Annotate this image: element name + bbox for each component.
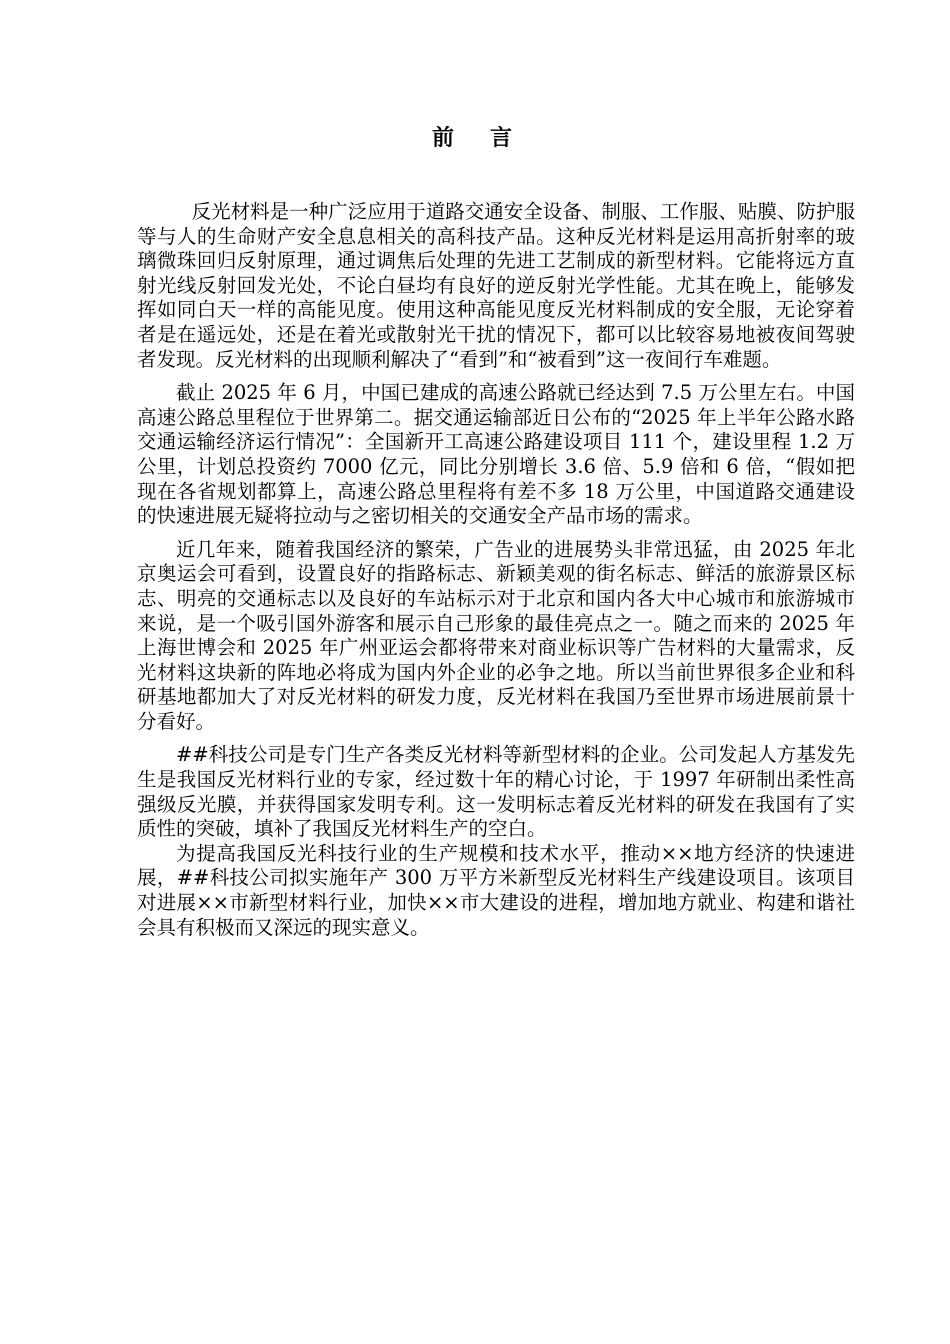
paragraph-advertising: 近几年来，随着我国经济的繁荣，广告业的进展势头非常迅猛，由 2025 年北京奥运会可看到，设置良好的指路标志、新颖美观的街名标志、鲜活的旅游景区标志、明亮的交通标志以及良好的车站标示对于北京和国内各大中心城市和旅游城市来说，是一个吸引国外游客和展示自己形象的最佳亮点之一。随之而来的 2025 年上海世博会和 2025 年广州亚运会都将带来对商业标识等广告材料的大量需求，反光材料这块新的阵地必将成为国内外企业的必争之地。所以当前世界很多企业和科研基地都加大了对反光材料的研发力度，反光材料在我国乃至世界市场进展前景十分看好。 (137, 537, 855, 733)
paragraph-project: 为提高我国反光科技行业的生产规模和技术水平，推动××地方经济的快速进展，##科技公司拟实施年产 300 万平方米新型反光材料生产线建设项目。该项目对进展××市新型材料行业，加快××市大建设的进程，增加地方就业、构建和谐社会具有积极而又深远的现实意义。 (137, 841, 855, 939)
page-title: 前言 (431, 125, 548, 151)
paragraph-highway: 截止 2025 年 6 月，中国已建成的高速公路就已经达到 7.5 万公里左右。中国高速公路总里程位于世界第二。据交通运输部近日公布的“2025 年上半年公路水路交通运输经济运行情况”：全国新开工高速公路建设项目 111 个，建设里程 1.2 万公里，计划总投资约 7000 亿元，同比分别增长 3.6 倍、5.9 倍和 6 倍，“假如把现在各省规划都算上，高速公路总里程将有差不多 18 万公里，中国道路交通建设的快速进展无疑将拉动与之密切相关的交通安全产品市场的需求。 (137, 381, 855, 528)
document-body (137, 200, 855, 940)
paragraph-intro: 反光材料是一种广泛应用于道路交通安全设备、制服、工作服、贴膜、防护服等与人的生命财产安全息息相关的高科技产品。这种反光材料是运用高折射率的玻璃微珠回归反射原理，通过调焦后处理的先进工艺制成的新型材料。它能将远方直射光线反射回发光处，不论白昼均有良好的逆反射光学性能。尤其在晚上，能够发挥如同白天一样的高能见度。使用这种高能见度反光材料制成的安全服，无论穿着者是在遥远处，还是在着光或散射光干扰的情况下，都可以比较容易地被夜间驾驶者发现。反光材料的出现顺利解决了“看到”和“被看到”这一夜间行车难题。 (137, 200, 855, 371)
paragraph-company: ##科技公司是专门生产各类反光材料等新型材料的企业。公司发起人方基发先生是我国反光材料行业的专家，经过数十年的精心讨论，于 1997 年研制出柔性高强级反光膜，并获得国家发明专利。这一发明标志着反光材料的研发在我国有了实质性的突破，填补了我国反光材料生产的空白。 (137, 743, 855, 841)
